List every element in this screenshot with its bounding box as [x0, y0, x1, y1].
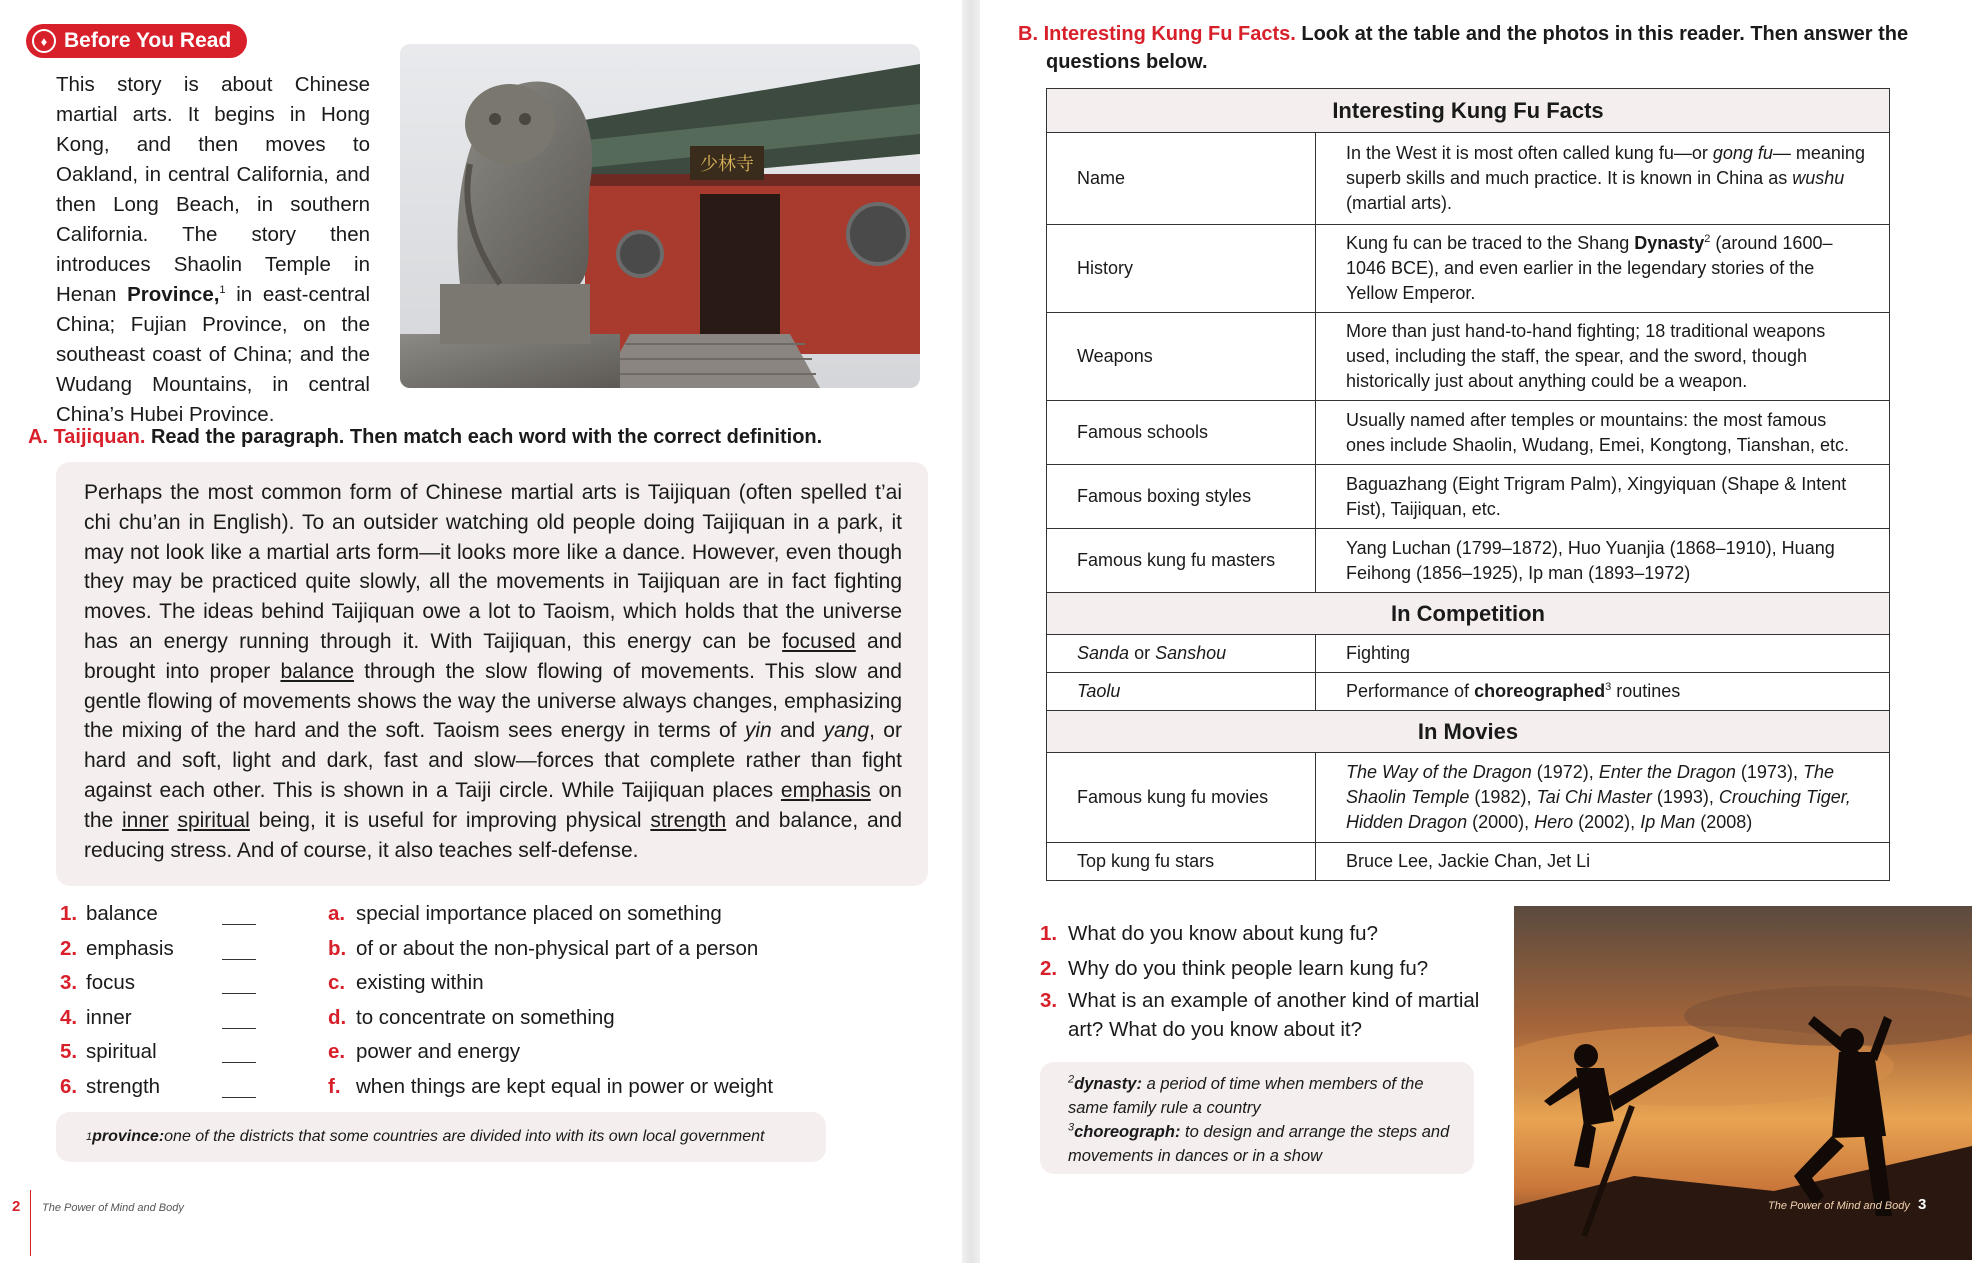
- underlined-inner: inner: [121, 808, 169, 832]
- table-row: Famous schools Usually named after temples or mountains: the most famous ones include Shaolin, Wudang, Emei, Kongtong, Tianshan, etc.: [1047, 401, 1890, 465]
- page-number-right: 3: [1918, 1196, 1927, 1213]
- matching-row: 6. strength f. when things are kept equal in power or weight: [60, 1074, 774, 1098]
- intro-paragraph: [56, 70, 370, 430]
- underlined-spiritual: spiritual: [177, 808, 250, 832]
- table-row: Top kung fu stars Bruce Lee, Jackie Chan, Jet Li: [1047, 843, 1890, 881]
- question-item: 2. Why do you think people learn kung fu?: [1040, 957, 1429, 980]
- question-item: 3. What is an example of another kind of martial art? What do you know about it?: [1040, 989, 1480, 1041]
- section-a-title: Taijiquan.: [53, 426, 146, 448]
- footnote-province: 1 province: one of the districts that some countries are divided into with its own local government: [56, 1112, 826, 1162]
- underlined-balance: balance: [280, 659, 354, 683]
- footnote-dynasty: $^2$dynasty: a period of time when members of the same family rule a country: [1068, 1073, 1424, 1117]
- matching-row: 2. emphasis b. of or about the non-physical part of a person: [60, 936, 759, 960]
- table-row: Taolu Performance of choreographed$^3$ routines: [1047, 673, 1890, 711]
- kung-fu-facts-table: [1046, 88, 1890, 881]
- question-item: 1. What do you know about kung fu?: [1040, 922, 1378, 945]
- taijiquan-paragraph: Perhaps the most common form of Chinese martial arts is Taijiquan (often spelled t’ai chi chu’an in English). To an outsider watching old people doing Taijiquan in a park, it may not look like a martial arts form—it looks more like a dance. However, even though they may be practiced quite slowly, all the movements in Taijiquan are in fact fighting moves. The ideas behind Taijiquan owe a lot to Taoism, which holds that the universe has an energy running through it. With Taijiquan, this energy can be focused and brought into proper balance through the slow flowing of movements. This slow and gentle flowing of movements shows the way the universe always changes, emphasizing the mixing of the hard and the soft. Taoism sees energy in terms of yin and yang, or hard and soft, light and dark, fast and slow—forces that complete rather than fight against each other. This is shown in a Taiji circle. While Taijiquan places emphasis on the inner spiritual being, it is useful for improving physical strength and balance, and reducing stress. And of course, it also teaches self-defense.: [84, 481, 902, 862]
- page-number-divider: [30, 1190, 31, 1256]
- page-gutter: [962, 0, 980, 1263]
- underlined-focused: focused: [782, 629, 856, 653]
- page-title-left: The Power of Mind and Body: [42, 1202, 184, 1214]
- table-row: Famous boxing styles Baguazhang (Eight Trigram Palm), Xingyiquan (Shape & Intent Fist), Taijiquan, etc.: [1047, 465, 1890, 529]
- section-b-heading: [1018, 20, 1948, 76]
- table-row: History Kung fu can be traced to the Shang Dynasty$^2$ (around 1600–1046 BCE), and even earlier in the legendary stories of the Yellow Emperor.: [1047, 225, 1890, 313]
- intro-text-1: This story is about Chinese martial arts. It begins in Hong Kong, and then moves to Oakland, in central California, and then Long Beach, in southern California. The story then introduces Shaolin Temple in Henan: [56, 73, 370, 306]
- underlined-emphasis: emphasis: [780, 778, 871, 802]
- answer-blank[interactable]: [222, 959, 256, 960]
- reading-icon: ♦: [32, 29, 56, 53]
- intro-text-2: in east-central China; Fujian Province, on the southeast coast of China; and the Wudang Mountains, in central China’s Hubei Province.: [56, 283, 370, 426]
- matching-row: 5. spiritual e. power and energy: [60, 1040, 521, 1063]
- before-you-read-badge: [26, 24, 247, 58]
- table-row: Famous kung fu movies The Way of the Dragon (1972), Enter the Dragon (1973), The Shaolin Temple (1982), Tai Chi Master (1993), Crouching Tiger, Hidden Dragon (2000), Hero (2002), Ip Man (2008): [1047, 753, 1890, 843]
- table-header-competition: In Competition: [1047, 593, 1890, 635]
- table-header-facts: Interesting Kung Fu Facts: [1047, 89, 1890, 133]
- table-row: Famous kung fu masters Yang Luchan (1799–1872), Huo Yuanjia (1868–1910), Huang Feihong (1856–1925), Ip man (1893–1972): [1047, 529, 1890, 593]
- matching-row: 3. focus c. existing within: [60, 971, 484, 994]
- taijiquan-passage-box: [56, 462, 928, 886]
- underlined-strength: strength: [650, 808, 727, 832]
- footnote-choreograph: $^3$choreograph: to design and arrange the steps and movements in dances or in a show: [1068, 1121, 1450, 1165]
- intro-footnote-ref: 1: [219, 284, 226, 297]
- answer-blank[interactable]: [222, 924, 256, 925]
- answer-blank[interactable]: [222, 1097, 256, 1098]
- table-row: Name In the West it is most often called kung fu—or gong fu— meaning superb skills and much practice. It is known in China as wushu (martial arts).: [1047, 133, 1890, 225]
- page-title-right: The Power of Mind and Body: [1768, 1200, 1910, 1212]
- section-a-instruction: Read the paragraph. Then match each word with the correct definition.: [145, 426, 823, 448]
- section-a-heading: [28, 426, 822, 449]
- section-b-letter: B.: [1018, 23, 1038, 45]
- badge-label: Before You Read: [64, 29, 232, 52]
- discussion-questions: [1040, 916, 1510, 1044]
- matching-exercise: [60, 902, 920, 1109]
- footnotes-dynasty-choreograph: [1040, 1062, 1474, 1174]
- table-row: Sanda or Sanshou Fighting: [1047, 635, 1890, 673]
- section-b-instruction-2: questions below.: [1046, 51, 1208, 73]
- temple-sign-text: 少林寺: [700, 154, 754, 175]
- answer-blank[interactable]: [222, 1028, 256, 1029]
- matching-row: 1. balance a. special importance placed on something: [60, 902, 722, 925]
- answer-blank[interactable]: [222, 1062, 256, 1063]
- page-number-left: 2: [12, 1198, 21, 1215]
- section-b-instruction-1: Look at the table and the photos in this reader. Then answer the: [1295, 23, 1909, 45]
- section-a-letter: A.: [28, 426, 48, 448]
- answer-blank[interactable]: [222, 993, 256, 994]
- intro-bold-province: Province,: [127, 283, 220, 306]
- section-b-title: Interesting Kung Fu Facts.: [1043, 23, 1296, 45]
- matching-row: 4. inner d. to concentrate on something: [60, 1005, 615, 1029]
- table-header-movies: In Movies: [1047, 711, 1890, 753]
- shaolin-temple-photo: [400, 44, 920, 388]
- table-row: Weapons More than just hand-to-hand fighting; 18 traditional weapons used, including the staff, the spear, and the sword, though historically just about anything could be a weapon.: [1047, 313, 1890, 401]
